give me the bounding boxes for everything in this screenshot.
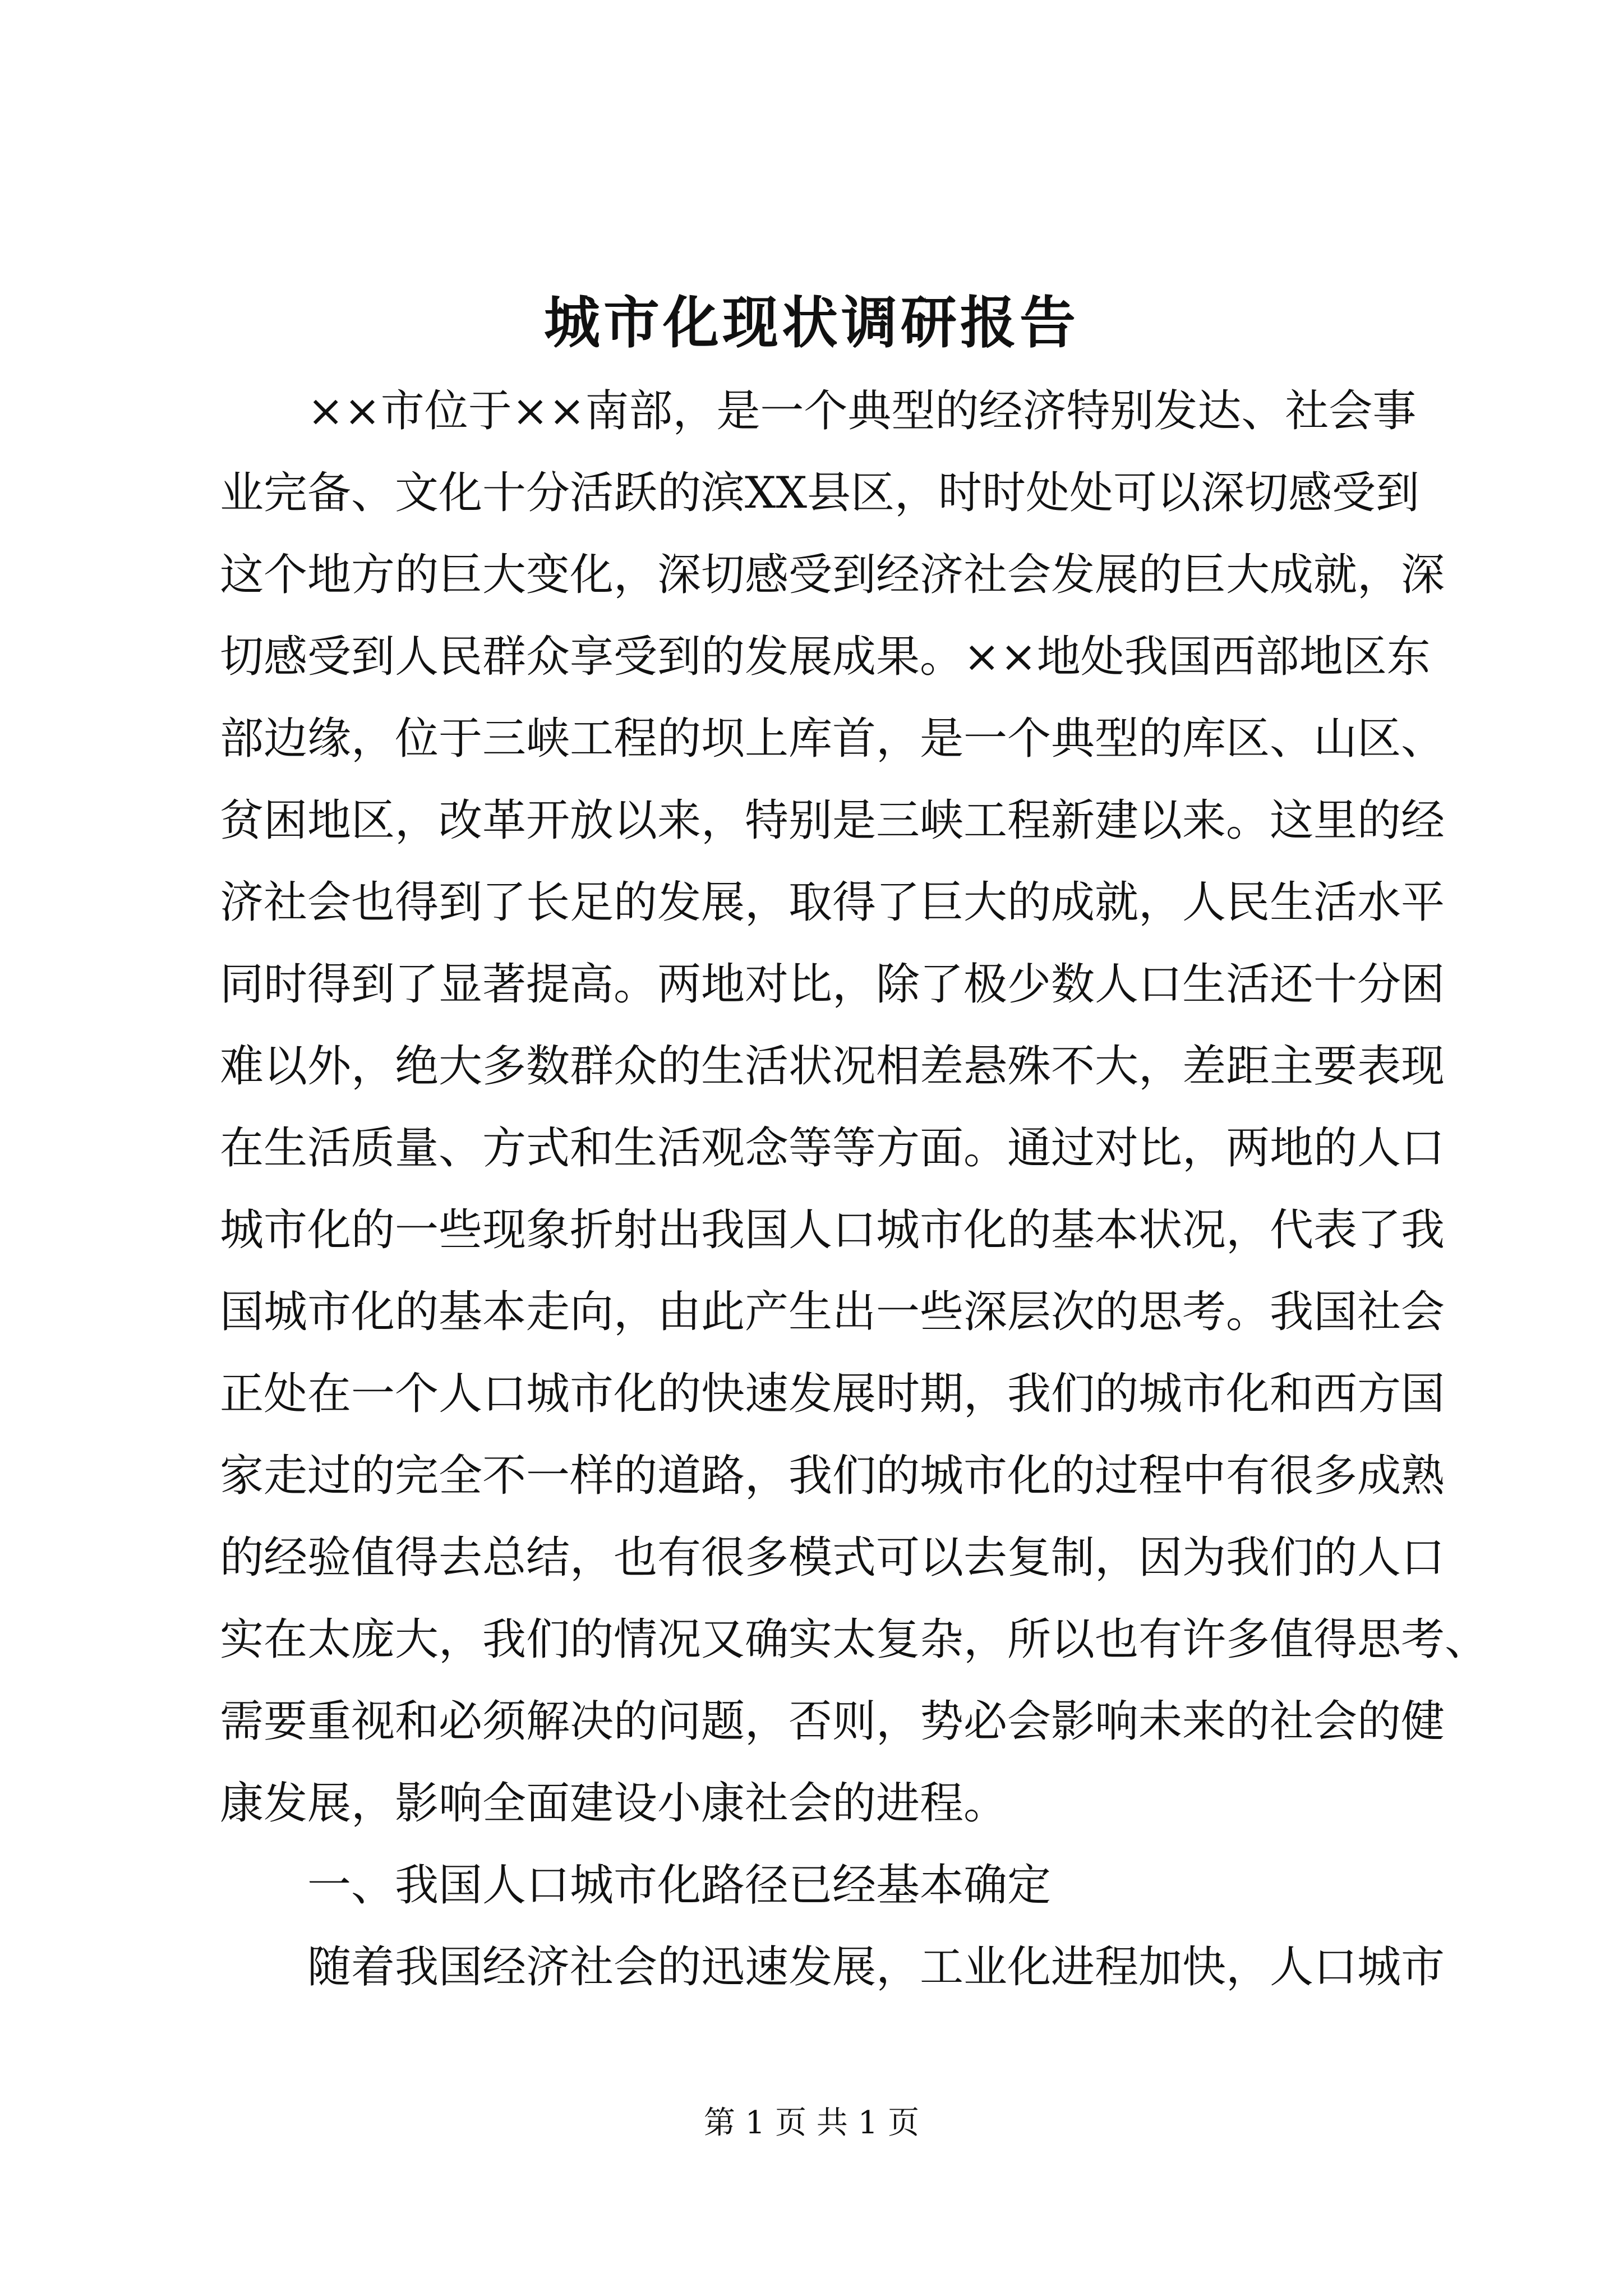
page-footer: 第 1 页 共 1 页 bbox=[703, 2105, 920, 2141]
document-body bbox=[220, 370, 1489, 2008]
paragraph-line: 的经验值得去总结，也有很多模式可以去复制，因为我们的人口 bbox=[220, 1533, 1445, 1583]
paragraph-line: 业完备、文化十分活跃的滨XX县区，时时处处可以深切感受到 bbox=[220, 468, 1420, 518]
paragraph-line: 需要重视和必须解决的问题，否则，势必会影响未来的社会的健 bbox=[220, 1696, 1445, 1747]
paragraph-line: 济社会也得到了长足的发展，取得了巨大的成就，人民生活水平 bbox=[220, 877, 1445, 928]
paragraph-line: 康发展，影响全面建设小康社会的进程。 bbox=[220, 1778, 1008, 1829]
paragraph-line: 随着我国经济社会的迅速发展，工业化进程加快，人口城市 bbox=[307, 1942, 1445, 1993]
paragraph-line: 部边缘，位于三峡工程的坝上库首，是一个典型的库区、山区、 bbox=[220, 714, 1445, 764]
paragraph-line: 实在太庞大，我们的情况又确实太复杂，所以也有许多值得思考、 bbox=[220, 1614, 1489, 1665]
paragraph-line: 难以外，绝大多数群众的生活状况相差悬殊不大，差距主要表现 bbox=[220, 1041, 1445, 1092]
paragraph-line: 贫困地区，改革开放以来，特别是三峡工程新建以来。这里的经 bbox=[220, 795, 1445, 846]
paragraph-line: 家走过的完全不一样的道路，我们的城市化的过程中有很多成熟 bbox=[220, 1451, 1445, 1501]
paragraph-line: ××市位于××南部，是一个典型的经济特别发达、社会事 bbox=[307, 386, 1417, 436]
page-title: 城市化现状调研报告 bbox=[544, 289, 1079, 356]
paragraph-line: 这个地方的巨大变化，深切感受到经济社会发展的巨大成就，深 bbox=[220, 550, 1445, 600]
paragraph-line: 同时得到了显著提高。两地对比，除了极少数人口生活还十分困 bbox=[220, 959, 1445, 1010]
paragraph-line: 国城市化的基本走向，由此产生出一些深层次的思考。我国社会 bbox=[220, 1287, 1445, 1337]
paragraph-line: 正处在一个人口城市化的快速发展时期，我们的城市化和西方国 bbox=[220, 1369, 1445, 1419]
paragraph-line: 城市化的一些现象折射出我国人口城市化的基本状况，代表了我 bbox=[220, 1205, 1445, 1255]
paragraph-line: 切感受到人民群众享受到的发展成果。××地处我国西部地区东 bbox=[220, 632, 1431, 682]
section-heading: 一、我国人口城市化路径已经基本确定 bbox=[307, 1860, 1052, 1911]
paragraph-line: 在生活质量、方式和生活观念等等方面。通过对比，两地的人口 bbox=[220, 1123, 1445, 1174]
